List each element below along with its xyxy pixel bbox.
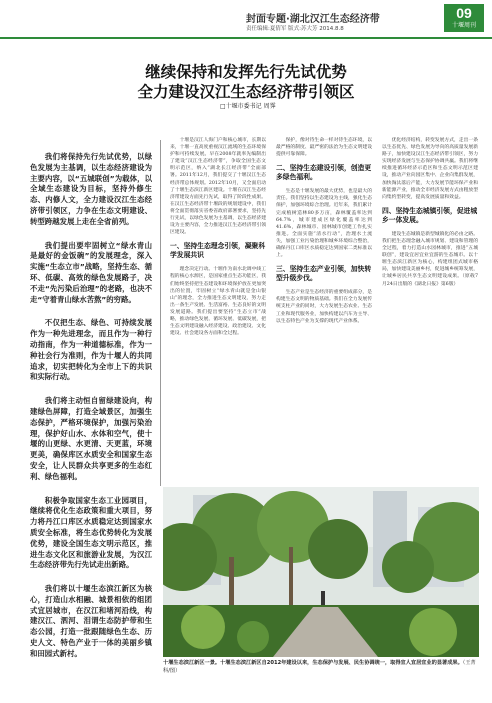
section-heading: 三、坚持生态产业引领，加快转型升级步伐。	[276, 265, 372, 283]
intro-paragraph: 积极争取国家生态工业园项目，继续将优化生态政策和重大项目，努力将丹江口库区水质稳定达到国家水质安全标准，将生态优势转化为发展优势，建设全国生态文明示范区，推进生态文化区和旅游业发展，为汉江生态经济带先行先试走出新路。	[30, 495, 152, 570]
section-heading: 二、坚持生态建设引领，创造更多绿色福利。	[276, 164, 372, 182]
body-column-2	[276, 137, 372, 483]
byline: □十堰市委书记 周霁	[220, 103, 276, 110]
page-badge	[444, 4, 484, 32]
body-column-1	[170, 137, 266, 483]
photo-credit: （王菁科/图）	[163, 660, 476, 674]
body-paragraph: 建设生态城镇是新型城镇化的必由之路。我们把生态理念融入城市规划、建设和管理的全过程，着力打造山水园林城市，推进“五城联创”，建设宜居宜业宜游的生态城市。以十堰生态滨江新区为核心，构建组团式城市格局，加快建设美丽乡村，促进城乡统筹发展，让城乡居民共享生态文明建设成果。（原载7月24日出版的《湖北日报》第6版）	[382, 231, 478, 287]
body-paragraph: 优化经济结构，转变发展方式，走出一条以生态优先、绿色发展为导向的高质量发展新路子，加快建设汉江生态经济带引领区，努力实现经济发展与生态保护协调共赢。我们将继续推进循环经济示范区和生态文明示范区建设，推动产业向园区集中、企业向集群发展，加快淘汰落后产能，大力发展节能环保产业和新能源产业，推动全市经济发展方式由粗放型向集约型转变，提高发展质量和效益。	[382, 138, 478, 200]
article-photo	[163, 487, 479, 657]
intro-paragraph: 我们将保持先行先试优势，以绿色发展为主基调，以生态经济建设为主要内容，以“五城联创”为载体，以全域生态建设为目标，坚持外修生态、内修人文，全力建设汉江生态经济带引领区，力争在生态文明建设、转型跨越发展上走在全省前列。	[30, 152, 152, 226]
caption-text: 十堰生态滨江新区一景。十堰生态滨江新区自2012年建设以来，生态保护与发展、民生协调统一，取得宜人宜居宜业的显著成果。	[163, 660, 463, 666]
body-paragraph: 十堰是汉江人海门户和核心城市，长期以来，十堰一直高度重视汉江流域的生态环境保护和可持续发展。早在2008年就率先编制出了建设“汉江生态经济带”，争取全国生态文明示范区，纳入“湖北长江经济带”全面部署。2011年12月，我们提交了十堰汉江生态经济带总体规划。2012年10月，又全面启动了十堰生态滨江新区建设。十堰在汉江生态经济带建设方面先行先试，取得了阶段性成果。在汉江生态经济带十堰段的规划建设中，我们将全面贯彻落实省委省政府部署要求，坚持先行先试，以绿色发展为主基调，以生态经济建设为主要内容，全力推进汉江生态经济带引领区建设。	[170, 138, 266, 236]
intro-paragraph: 我们将主动恒自留绿建设向，构建绿色屏障，打造全域景区，加强生态保护，严格环境保护，加强污染治理，保护好山水、水体和空气，使十堰的山更绿、水更清、天更蓝，环境更美，确保库区水质安全和国家生态安全，让人民群众共享更多的生态红利、绿色福利。	[30, 396, 152, 481]
page-number: 09	[456, 5, 472, 21]
intro-column	[30, 152, 152, 673]
section-title: 封面专题·湖北汉江生态经济带	[246, 14, 380, 25]
body-paragraph: 保护，像对待生命一样对待生态环境，以最严格的制度、最严密的法治为生态文明建设提供可靠保障。	[276, 138, 372, 158]
section-heading: 一、坚持生态理念引领，凝聚科学发展共识	[170, 242, 266, 260]
editors-line: 责任编辑:夏倩军 版式:苏大芳 2014.8.8	[246, 26, 344, 32]
body-paragraph: 生态产业是生态经济的重要组成部分，是构建生态文明的物质基础。我们在全力发展传统支柱产业的同时，大力发展生态农业、生态工业和现代服务业，加快构建以汽车为主导、以生态特色产业为支撑的现代产业体系。	[276, 290, 372, 324]
section-name: 十堰周刊	[451, 22, 476, 29]
page-header	[0, 0, 492, 36]
headline-line2: 全力建设汉江生态经济带引领区	[137, 83, 355, 101]
section-heading: 四、坚持生态城镇引领，促进城乡一体发展。	[382, 206, 478, 224]
body-column-3	[382, 137, 478, 483]
headline-line1: 继续保持和发挥先行先试优势	[145, 63, 347, 81]
intro-paragraph: 我们提出要牢固树立“绿水青山是最好的金饭碗”的发展理念，深入实施“生态立市”战略，坚持生态、循环、低碳、高效的绿色发展路子，决不走“先污染后治理”的老路，也决不走“守着青山绿水苦熬”的穷路。	[30, 240, 152, 304]
body-paragraph: 生态是十堰发展的最大优势，也是最大的责任。我们坚持以生态建设为主线，强化生态保护，加强环境综合治理。近年来，我们累计完成植树造林80多万亩，森林覆盖率达到64.7%，城市建成区绿化覆盖率达到41.6%，森林城市、园林城市创建工作扎实推进。全面实施“清水行动”，治理水土流失，加强工业污染治理和城乡环境综合整治，确保丹江口库区水质稳定达到国家二类标准以上。	[276, 189, 372, 259]
column-divider	[160, 140, 161, 486]
intro-paragraph: 不仅把生态、绿色、可持续发展作为一种先进理念，而且作为一种行动指南，作为一种道德标准，作为一种社会行为准则，作为十堰人的共同追求，切实把转化为全市上下的共识和实际行动。	[30, 318, 152, 382]
intro-paragraph: 我们将以十堰生态滨江新区为核心，打造山水相融、城景相依的组团式宜居城市，在汉江和堵河沿线，构建汉江、泗河、泪谓生态防护带和生态公园，打造一批跟随绿色生态、历史人文、特色产业于一体的美丽乡镇和田园式新村。	[30, 584, 152, 658]
photo-caption	[163, 660, 479, 675]
header-rule	[0, 37, 492, 39]
body-paragraph: 理念决定行动。十堰作为南水北调中线工程的核心水源区，是国家重点生态功能区，我们始终坚持把生态建设和环境保护放在更加突出的位置，牢固树立“绿水青山就是金山银山”的理念，全力推进生态文明建设，努力走出一条生产发展、生活富裕、生态良好的文明发展道路。我们提出要坚持“生态立市”战略，推动绿色发展、循环发展、低碳发展，把生态文明建设融入经济建设、政治建设、文化建设、社会建设各方面和全过程。	[170, 267, 266, 337]
